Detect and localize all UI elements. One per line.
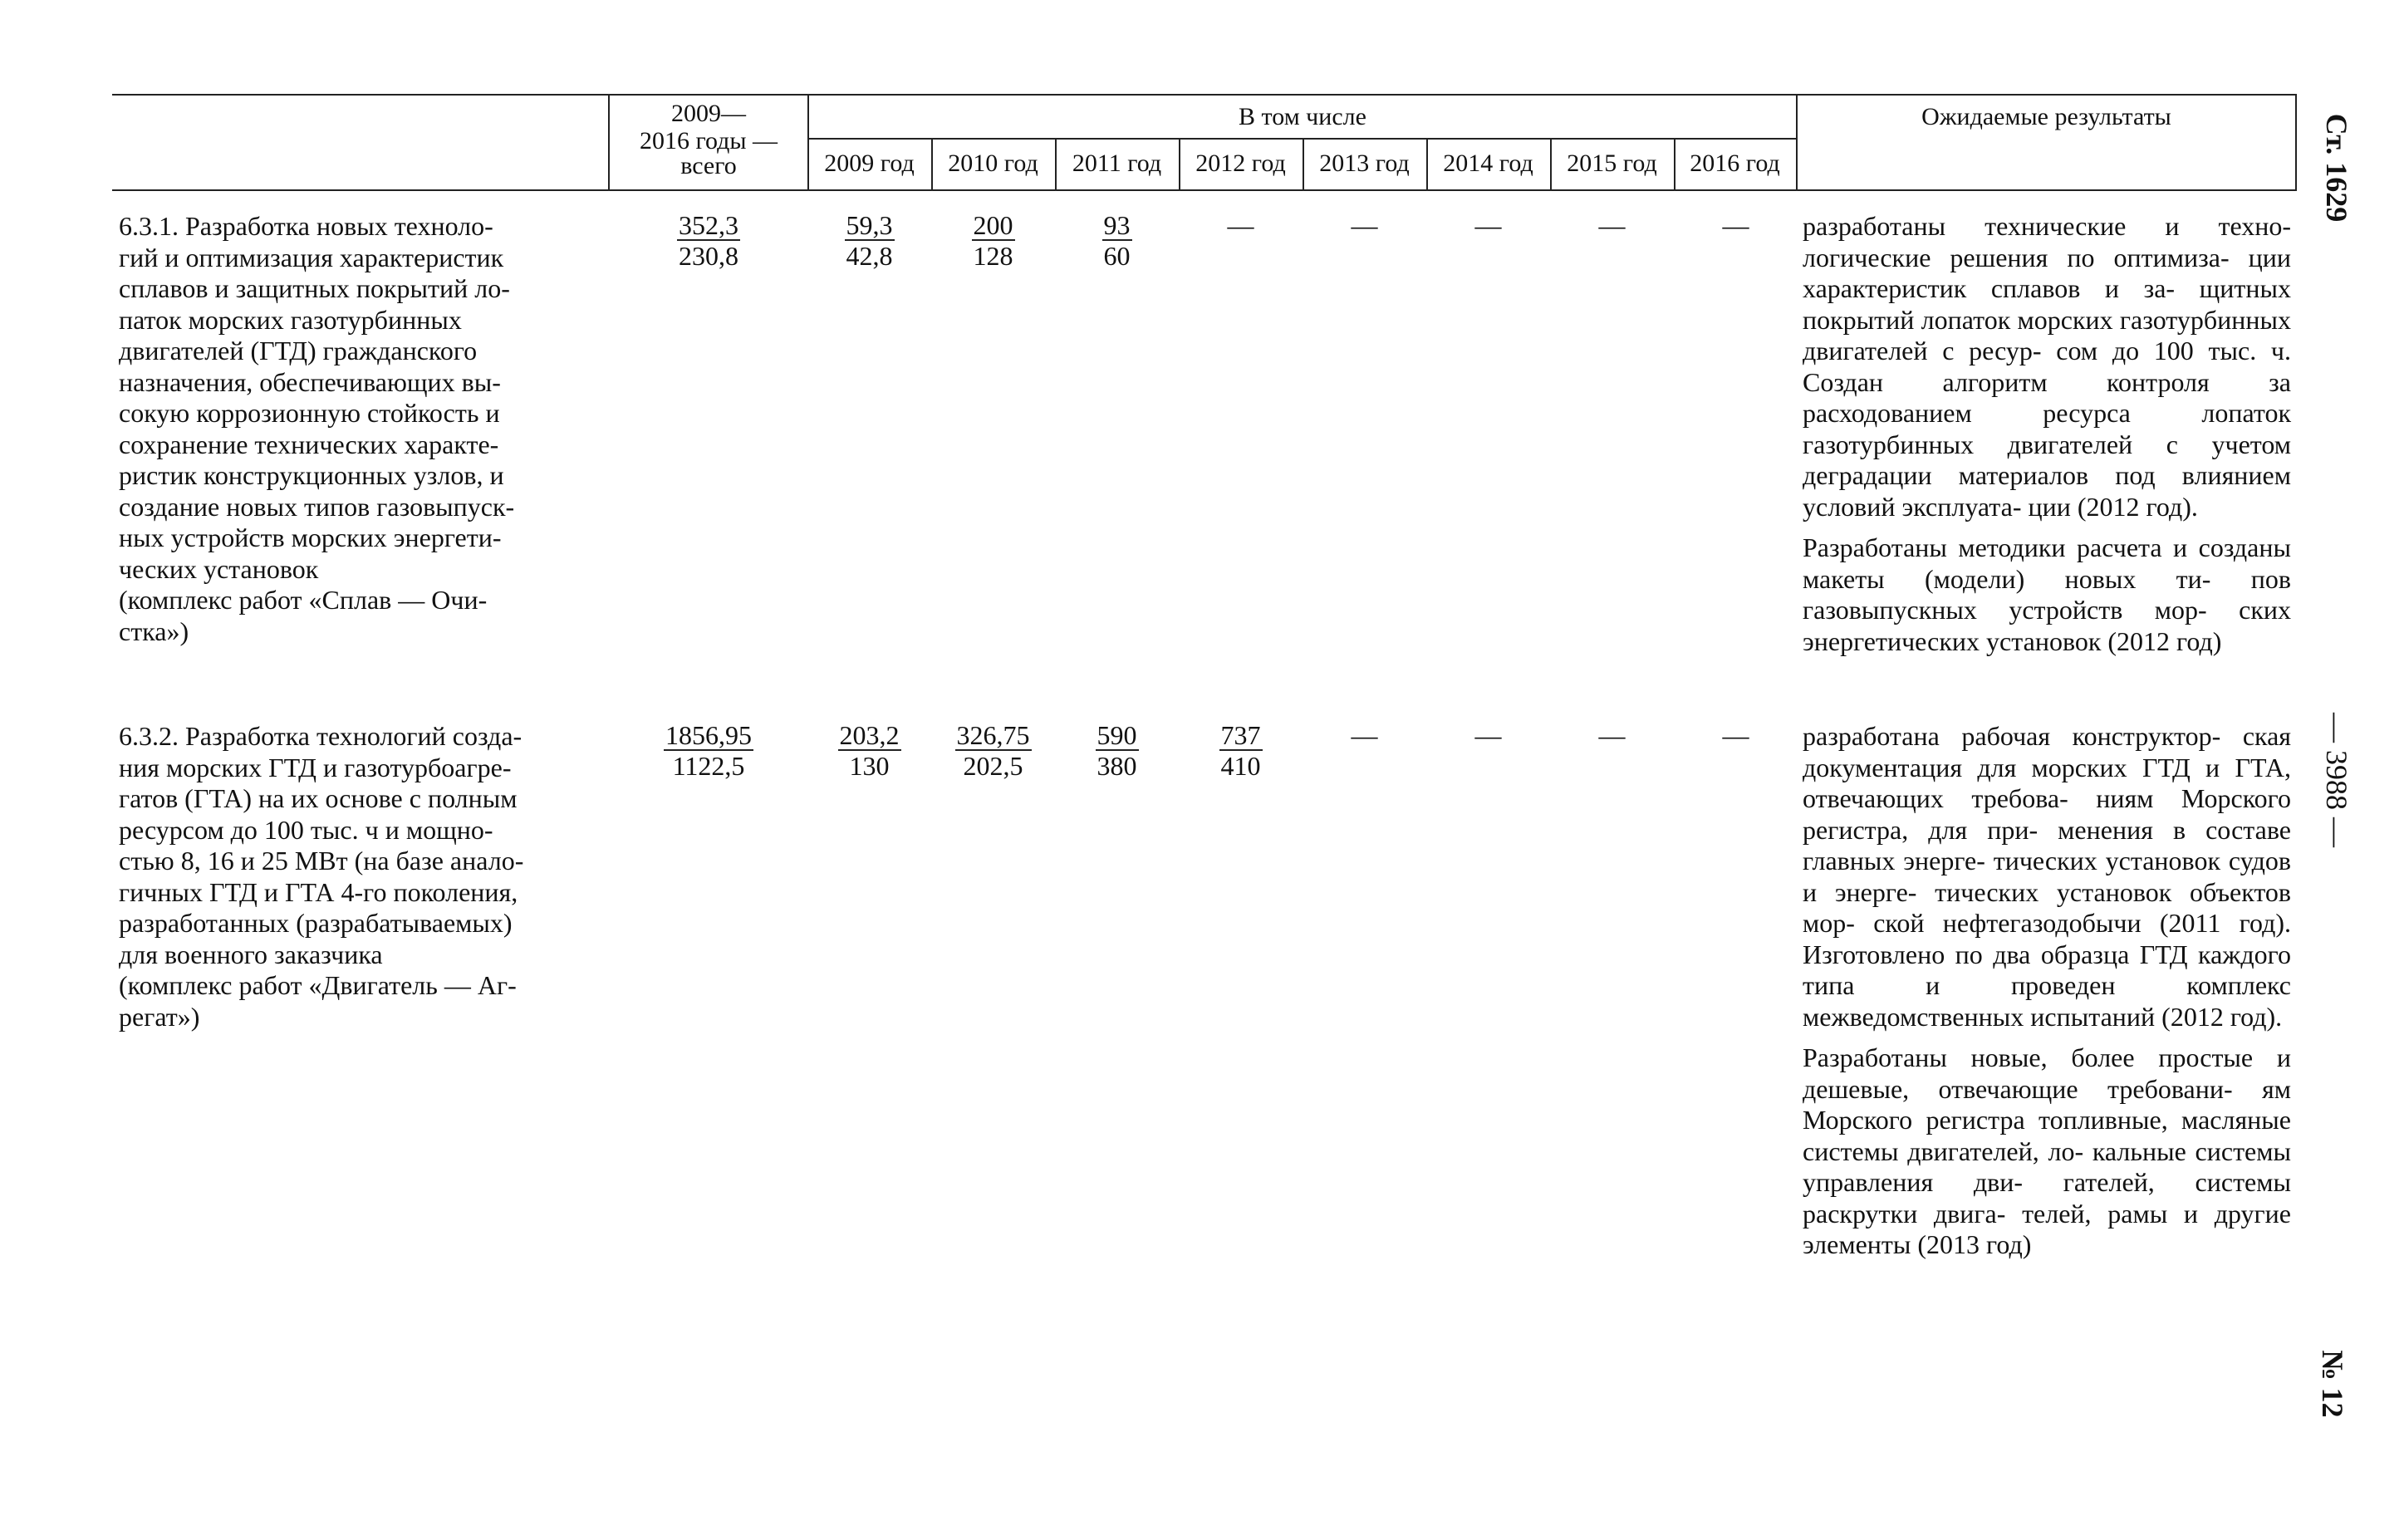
row-2-2012-den: 410 [1220, 751, 1261, 781]
row-2-description [119, 721, 586, 1032]
row-1-desc-line: сплавов и защитных покрытий ло- [119, 273, 510, 303]
row-1-desc-line: 6.3.1. Разработка новых техноло- [119, 211, 493, 241]
header-year-2013: 2013 год [1319, 150, 1410, 177]
row-2-total [610, 720, 807, 781]
header-subrule [807, 138, 1796, 140]
row-1-desc-line: ных устройств морских энергети- [119, 522, 502, 552]
row-1-2015-dash: — [1598, 210, 1626, 240]
table-right-rule [2295, 94, 2297, 191]
row-1-desc-line: сохранение технических характе- [119, 429, 499, 459]
row-2-2011-num: 590 [1097, 720, 1137, 750]
row-2-desc-line: ресурсом до 100 тыс. ч и мощно- [119, 814, 493, 845]
row-1-2009-den: 42,8 [846, 241, 893, 271]
row-1-2010 [931, 210, 1055, 271]
row-2-2012-num: 737 [1220, 720, 1261, 750]
row-1-total-den: 230,8 [679, 241, 738, 271]
row-1-2011 [1055, 210, 1179, 271]
row-2-desc-line: для военного заказчика [119, 939, 383, 969]
header-group-label: В том числе [1239, 103, 1366, 130]
row-2-result-paragraph: разработана рабочая конструктор- ская документация для морских ГТД и ГТА, отвечающих требова- ниям Морского регистра, для при- менения в составе главных энерге- тических установок судов и энерге- тических установок объектов мор- ской нефтегазодобычи (2011 год). Изготовлено по два образца ГТД каждого типа и проведен комплекс межведомственных испытаний (2012 год). [1803, 721, 2291, 1032]
row-1-2009 [807, 210, 931, 271]
row-1-desc-line: паток морских газотурбинных [119, 304, 462, 335]
row-1-result-paragraph: разработаны технические и техно- логические решения по оптимиза- ции характеристик сплавов и за- щитных покрытий лопаток морских газотурбинных двигателей с ресур- сом до 100 тыс. ч. Создан алгоритм контроля за расходованием ресурса лопаток газотурбинных двигателей с учетом деградации материалов под влиянием условий эксплуата- ции (2012 год). [1803, 211, 2291, 522]
header-year-2009: 2009 год [824, 150, 915, 177]
row-1-total-num: 352,3 [679, 210, 738, 240]
header-total-line-2: 2016 годы — [639, 127, 778, 154]
row-1-2009-num: 59,3 [846, 210, 893, 240]
header-total-column [610, 100, 807, 178]
row-1-2010-den: 128 [973, 241, 1013, 271]
row-1-desc-line: назначения, обеспечивающих вы- [119, 366, 501, 397]
row-2-desc-line: стью 8, 16 и 25 МВт (на базе анало- [119, 846, 524, 875]
row-1-2012-dash: — [1227, 210, 1254, 240]
header-total-line-3: всего [680, 152, 737, 179]
row-2-2010-num: 326,75 [956, 720, 1030, 750]
row-1-2014-dash: — [1474, 210, 1502, 240]
row-2-2014-dash: — [1474, 720, 1502, 750]
margin-page-label: Ст. 1629 [2320, 113, 2353, 223]
row-1-description [119, 211, 586, 647]
header-total-line-1: 2009— [671, 100, 746, 127]
row-2-2009-num: 203,2 [839, 720, 900, 750]
row-2-desc-line: разработанных (разрабатываемых) [119, 908, 513, 938]
row-2-2009-den: 130 [849, 751, 890, 781]
row-2-2013-dash: — [1351, 720, 1378, 750]
row-2-2015-dash: — [1598, 720, 1626, 750]
row-2-2011 [1055, 720, 1179, 781]
row-2-desc-line: гатов (ГТА) на их основе с полным [119, 783, 518, 813]
row-1-results [1803, 211, 2291, 657]
header-year-2012: 2012 год [1195, 150, 1286, 177]
row-1-2010-num: 200 [973, 210, 1013, 240]
header-bottom-rule [112, 189, 2297, 191]
row-1-result-paragraph: Разработаны методики расчета и созданы макеты (модели) новых ти- пов газовыпускных устройств мор- ских энергетических установок (2012 год) [1803, 532, 2291, 656]
row-1-desc-line: стка») [119, 616, 189, 646]
row-1-desc-line: (комплекс работ «Сплав — Очи- [119, 585, 488, 615]
row-2-2009 [807, 720, 931, 781]
header-year-2014: 2014 год [1443, 150, 1533, 177]
row-2-2012 [1179, 720, 1303, 781]
row-1-desc-line: гий и оптимизация характеристик [119, 242, 504, 272]
row-1-2013-dash: — [1351, 210, 1378, 240]
row-1-desc-line: ческих установок [119, 553, 319, 584]
table-top-rule [112, 94, 2297, 96]
header-year-2010: 2010 год [948, 150, 1038, 177]
row-2-2010 [931, 720, 1055, 781]
row-1-total [610, 210, 807, 271]
row-2-desc-line: 6.3.2. Разработка технологий созда- [119, 721, 523, 751]
row-2-total-den: 1122,5 [672, 751, 745, 781]
row-2-results [1803, 721, 2291, 1261]
row-1-2016-dash: — [1722, 210, 1749, 240]
row-2-result-paragraph: Разработаны новые, более простые и дешевые, отвечающие требовани- ям Морского регистра топливные, масляные системы двигателей, ло- кальные системы управления дви- гателей, системы раскрутки двига- телей, рамы и другие элементы (2013 год) [1803, 1042, 2291, 1259]
margin-issue: № 12 [2316, 1350, 2349, 1418]
row-2-desc-line: гичных ГТД и ГТА 4-го поколения, [119, 876, 518, 907]
row-1-desc-line: двигателей (ГТД) гражданского [119, 336, 478, 365]
row-2-2011-den: 380 [1097, 751, 1137, 781]
header-year-2016: 2016 год [1690, 150, 1780, 177]
header-results-label: Ожидаемые результаты [1921, 103, 2171, 130]
margin-number: — 3988 — [2320, 713, 2353, 847]
row-1-2011-den: 60 [1103, 241, 1131, 271]
row-2-desc-line: ния морских ГТД и газотурбоагре- [119, 752, 512, 782]
row-1-desc-line: создание новых типов газовыпуск- [119, 491, 515, 522]
row-2-2016-dash: — [1722, 720, 1749, 750]
header-year-2011: 2011 год [1072, 150, 1162, 177]
header-year-2015: 2015 год [1567, 150, 1657, 177]
row-1-desc-line: сокую коррозионную стойкость и [119, 398, 500, 428]
row-2-desc-line: (комплекс работ «Двигатель — Аг- [119, 970, 517, 1000]
row-2-total-num: 1856,95 [665, 720, 752, 750]
row-2-desc-line: регат») [119, 1001, 200, 1032]
row-1-desc-line: ристик конструкционных узлов, и [119, 460, 504, 490]
row-1-2011-num: 93 [1103, 210, 1131, 240]
row-2-2010-den: 202,5 [963, 751, 1023, 781]
